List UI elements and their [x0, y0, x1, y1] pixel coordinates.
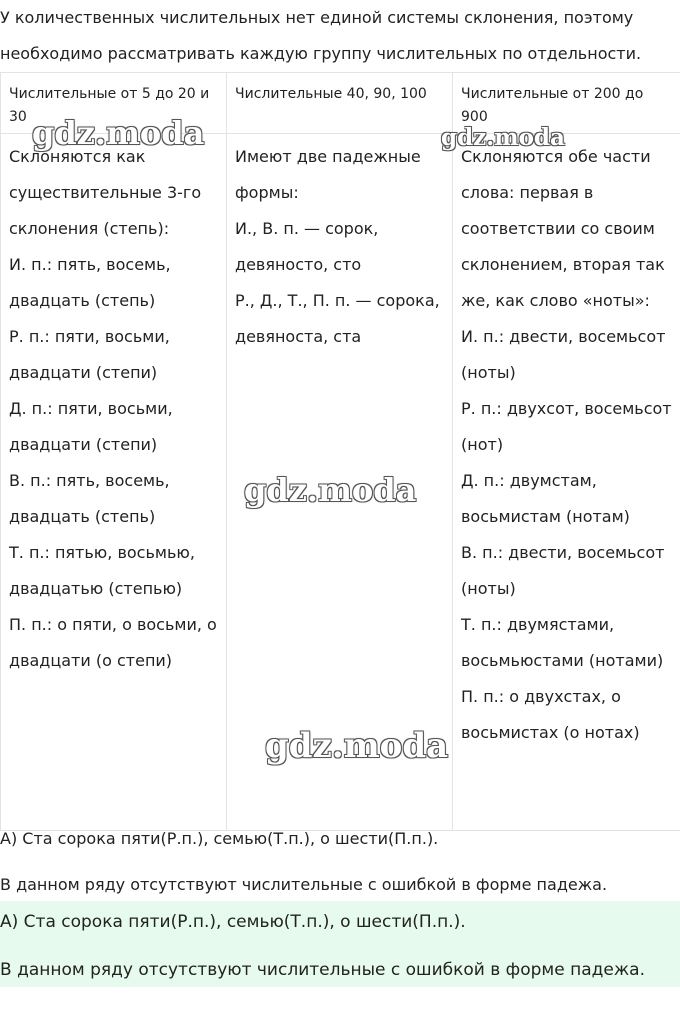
highlight-line-2: В данном ряду отсутствуют числительные с ошибкой в форме падежа. — [0, 960, 645, 980]
col1-ins: Т. п.: пятью, восьмью, двадцатью (степью) — [9, 543, 195, 598]
col3-ins: Т. п.: двумястами, восьмьюстами (нотами) — [461, 615, 664, 670]
numerals-table — [0, 72, 680, 831]
watermark-logo: gdz.moda — [32, 114, 205, 152]
header-200-900: Числительные от 200 до 900 — [453, 73, 680, 134]
intro-line-2: необходимо рассматривать каждую группу числительных по отдельности. — [0, 44, 642, 63]
header-5-20-30: Числительные от 5 до 20 и 30 — [1, 73, 227, 134]
col3-gen: Р. п.: двухсот, восемьсот (нот) — [461, 399, 672, 454]
table-header-row — [1, 73, 680, 134]
col1-acc: В. п.: пять, восемь, двадцать (степь) — [9, 471, 170, 526]
col1-nom: И. п.: пять, восемь, двадцать (степь) — [9, 255, 171, 310]
intro-line-1: У количественных числительных нет единой системы склонения, поэтому — [0, 8, 634, 27]
answer-line-2: В данном ряду отсутствуют числительные с ошибкой в форме падежа. — [0, 875, 608, 894]
watermark-logo: gdz.moda — [265, 726, 449, 766]
col1-intro: Склоняются как существительные 3-го склонения (степь): — [9, 147, 202, 238]
col1-gen: Р. п.: пяти, восьми, двадцати (степи) — [9, 327, 170, 382]
intro-text — [0, 0, 676, 72]
cell-col2 — [227, 134, 453, 831]
col2-intro: Имеют две падежные формы: — [235, 147, 421, 202]
cell-col1 — [1, 134, 227, 831]
highlighted-answer — [0, 901, 680, 987]
cell-col3 — [453, 134, 680, 831]
col2-nom-acc: И., В. п. — сорок, девяносто, сто — [235, 219, 379, 274]
header-40-90-100: Числительные 40, 90, 100 — [227, 73, 453, 134]
col3-acc: В. п.: двести, восемьсот (ноты) — [461, 543, 665, 598]
col3-pre: П. п.: о двухстах, о восьмистах (о нотах) — [461, 687, 640, 742]
watermark-logo: gdz.moda — [441, 124, 565, 151]
watermark-logo: gdz.moda — [244, 471, 417, 509]
col3-nom: И. п.: двести, восемьсот (ноты) — [461, 327, 666, 382]
col2-other-cases: Р., Д., Т., П. п. — сорока, девяноста, ста — [235, 291, 440, 346]
table-row — [1, 134, 680, 831]
col1-pre: П. п.: о пяти, о восьми, о двадцати (о степи) — [9, 615, 217, 670]
col3-intro: Склоняются обе части слова: первая в соответствии со своим склонением, вторая так же, как слово «ноты»: — [461, 147, 665, 310]
answer-line-1: А) Ста сорока пяти(Р.п.), семью(Т.п.), о шести(П.п.). — [0, 829, 439, 848]
col3-dat: Д. п.: двумстам, восьмистам (нотам) — [461, 471, 630, 526]
col1-dat: Д. п.: пяти, восьми, двадцати (степи) — [9, 399, 173, 454]
highlight-line-1: А) Ста сорока пяти(Р.п.), семью(Т.п.), о шести(П.п.). — [0, 912, 466, 932]
